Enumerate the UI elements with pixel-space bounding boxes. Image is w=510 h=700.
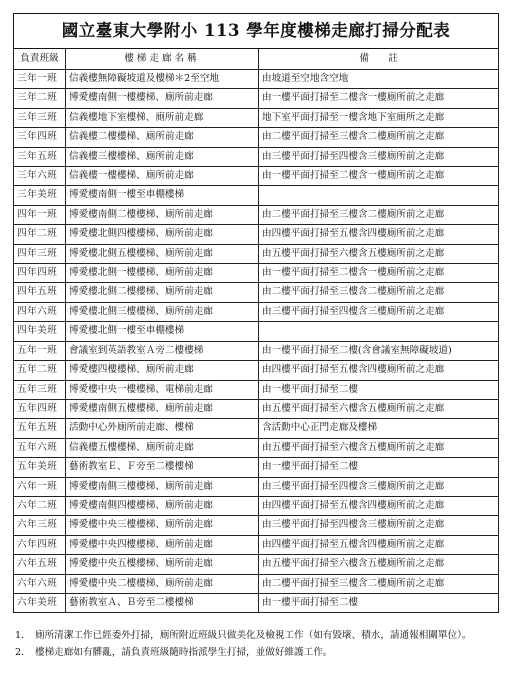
table-row [14,593,499,612]
class-cell: 六年四班 [14,535,66,554]
class-cell: 三年美班 [14,186,66,205]
class-cell: 六年二班 [14,496,66,515]
table-row [14,70,499,89]
remark-cell: 由三樓平面打掃至四樓含三樓廁所前之走廊 [259,147,499,166]
class-cell: 三年一班 [14,70,66,89]
class-cell: 四年二班 [14,225,66,244]
table-row [14,167,499,186]
table-row [14,186,499,205]
area-cell: 博愛樓北側一樓樓梯、廁所前走廊 [66,264,259,283]
header-remark: 備 註 [259,49,499,70]
note-item [13,644,498,661]
remark-cell: 由四樓平面打掃至五樓含四樓廁所前之走廊 [259,225,499,244]
note-text: 樓梯走廊如有髒亂，請負責班級隨時指派學生打掃，並做好維護工作。 [35,647,333,658]
table-row [14,399,499,418]
header-class: 負責班級 [14,49,66,70]
table-row [14,341,499,360]
class-cell: 六年美班 [14,593,66,612]
class-cell: 四年四班 [14,264,66,283]
area-cell: 博愛樓中央三樓樓梯、廁所前走廊 [66,516,259,535]
remark-cell: 由五樓平面打掃至六樓含五樓廁所前之走廊 [259,399,499,418]
notes-section [13,627,498,661]
table-row [14,419,499,438]
remark-cell: 由四樓平面打掃至五樓含四樓廁所前之走廊 [259,535,499,554]
remark-cell: 由二樓平面打掃至三樓含二樓廁所前之走廊 [259,205,499,224]
remark-cell: 由一樓平面打掃至二樓 [259,593,499,612]
table-row [14,438,499,457]
remark-cell [259,186,499,205]
note-number: 1. [15,630,25,641]
table-row [14,535,499,554]
remark-cell: 由一樓平面打掃至二樓 [259,380,499,399]
remark-cell: 由一樓平面打掃至二樓(含會議室無障礙坡道) [259,341,499,360]
area-cell: 博愛樓中央五樓樓梯、廁所前走廊 [66,555,259,574]
remark-cell: 由一樓平面打掃至二樓含一樓廁所前之走廊 [259,264,499,283]
class-cell: 五年六班 [14,438,66,457]
table-header-row [14,49,499,70]
area-cell: 博愛樓北側五樓樓梯、廁所前走廊 [66,244,259,263]
area-cell: 藝術教室Ｅ、Ｆ旁至二樓樓梯 [66,458,259,477]
area-cell: 博愛樓南側二樓樓梯、廁所前走廊 [66,205,259,224]
class-cell: 三年二班 [14,89,66,108]
remark-cell: 由二樓平面打掃至三樓含二樓廁所前之走廊 [259,283,499,302]
table-row [14,225,499,244]
table-row [14,244,499,263]
table-row [14,264,499,283]
remark-cell: 由一樓平面打掃至二樓 [259,458,499,477]
class-cell: 四年三班 [14,244,66,263]
table-row [14,302,499,321]
area-cell: 博愛樓南側三樓樓梯、廁所前走廊 [66,477,259,496]
area-cell: 信義樓二樓樓梯、廁所前走廊 [66,128,259,147]
table-row [14,205,499,224]
remark-cell: 由三樓平面打掃至四樓含三樓廁所前之走廊 [259,516,499,535]
class-cell: 四年美班 [14,322,66,341]
table-row [14,283,499,302]
class-cell: 五年二班 [14,361,66,380]
area-cell: 博愛樓北側四樓樓梯、廁所前走廊 [66,225,259,244]
remark-cell [259,322,499,341]
table-row [14,380,499,399]
area-cell: 藝術教室Ａ、Ｂ旁至二樓樓梯 [66,593,259,612]
area-cell: 博愛樓中央二樓樓梯、廁所前走廊 [66,574,259,593]
class-cell: 四年五班 [14,283,66,302]
remark-cell: 由五樓平面打掃至六樓含五樓廁所前之走廊 [259,438,499,457]
remark-cell: 地下室平面打掃至一樓含地下室廁所之走廊 [259,108,499,127]
class-cell: 四年一班 [14,205,66,224]
remark-cell: 由三樓平面打掃至四樓含三樓廁所前之走廊 [259,477,499,496]
remark-cell: 由一樓平面打掃至二樓含一樓廁所前之走廊 [259,89,499,108]
area-cell: 信義樓三樓樓梯、廁所前走廊 [66,147,259,166]
table-row [14,574,499,593]
allocation-document [13,13,498,613]
area-cell: 博愛樓中央四樓樓梯、廁所前走廊 [66,535,259,554]
area-cell: 會議室到英語教室Ａ旁二樓樓梯 [66,341,259,360]
area-cell: 博愛樓四樓樓梯、廁所前走廊 [66,361,259,380]
table-row [14,108,499,127]
area-cell: 信義樓一樓樓梯、廁所前走廊 [66,167,259,186]
table-row [14,322,499,341]
area-cell: 信義樓無障礙坡道及樓梯＊2至空地 [66,70,259,89]
class-cell: 五年四班 [14,399,66,418]
class-cell: 六年六班 [14,574,66,593]
note-item [13,627,498,644]
area-cell: 博愛樓南側四樓樓梯、廁所前走廊 [66,496,259,515]
remark-cell: 由四樓平面打掃至五樓含四樓廁所前之走廊 [259,496,499,515]
remark-cell: 由三樓平面打掃至四樓含三樓廁所前之走廊 [259,302,499,321]
area-cell: 博愛樓南側五樓樓梯、廁所前走廊 [66,399,259,418]
table-row [14,361,499,380]
area-cell: 博愛樓南側一樓至車棚樓梯 [66,186,259,205]
remark-cell: 由五樓平面打掃至六樓含五樓廁所前之走廊 [259,555,499,574]
class-cell: 五年一班 [14,341,66,360]
page-title: 國立臺東大學附小 113 學年度樓梯走廊打掃分配表 [14,14,499,49]
remark-cell: 由二樓平面打掃至三樓含二樓廁所前之走廊 [259,128,499,147]
area-cell: 博愛樓北側一樓至車棚樓梯 [66,322,259,341]
area-cell: 博愛樓北側二樓樓梯、廁所前走廊 [66,283,259,302]
table-row [14,496,499,515]
note-text: 廁所清潔工作已經委外打掃，廁所附近班級只做美化及檢視工作（如有毀壞、積水，請通報相關單位）。 [35,630,472,641]
table-row [14,477,499,496]
area-cell: 信義樓五樓樓梯、廁所前走廊 [66,438,259,457]
class-cell: 五年三班 [14,380,66,399]
class-cell: 三年三班 [14,108,66,127]
note-number: 2. [15,647,25,658]
remark-cell: 由五樓平面打掃至六樓含五樓廁所前之走廊 [259,244,499,263]
remark-cell: 由四樓平面打掃至五樓含四樓廁所前之走廊 [259,361,499,380]
header-area: 樓梯走廊名稱 [66,49,259,70]
table-row [14,555,499,574]
remark-cell: 由坡道至空地含空地 [259,70,499,89]
class-cell: 三年六班 [14,167,66,186]
class-cell: 三年四班 [14,128,66,147]
allocation-table [13,13,499,613]
class-cell: 六年一班 [14,477,66,496]
table-row [14,516,499,535]
class-cell: 六年五班 [14,555,66,574]
class-cell: 四年六班 [14,302,66,321]
table-row [14,458,499,477]
table-row [14,89,499,108]
area-cell: 博愛樓南側一樓樓梯、廁所前走廊 [66,89,259,108]
table-row [14,128,499,147]
area-cell: 博愛樓中央一樓樓梯、電梯前走廊 [66,380,259,399]
area-cell: 活動中心外廁所前走廊、樓梯 [66,419,259,438]
remark-cell: 含活動中心正門走廊及樓梯 [259,419,499,438]
class-cell: 六年三班 [14,516,66,535]
table-body [14,70,499,613]
area-cell: 信義樓地下室樓梯、廁所前走廊 [66,108,259,127]
class-cell: 五年五班 [14,419,66,438]
area-cell: 博愛樓北側三樓樓梯、廁所前走廊 [66,302,259,321]
table-row [14,147,499,166]
class-cell: 三年五班 [14,147,66,166]
remark-cell: 由一樓平面打掃至二樓含一樓廁所前之走廊 [259,167,499,186]
remark-cell: 由二樓平面打掃至三樓含二樓廁所前之走廊 [259,574,499,593]
class-cell: 五年美班 [14,458,66,477]
